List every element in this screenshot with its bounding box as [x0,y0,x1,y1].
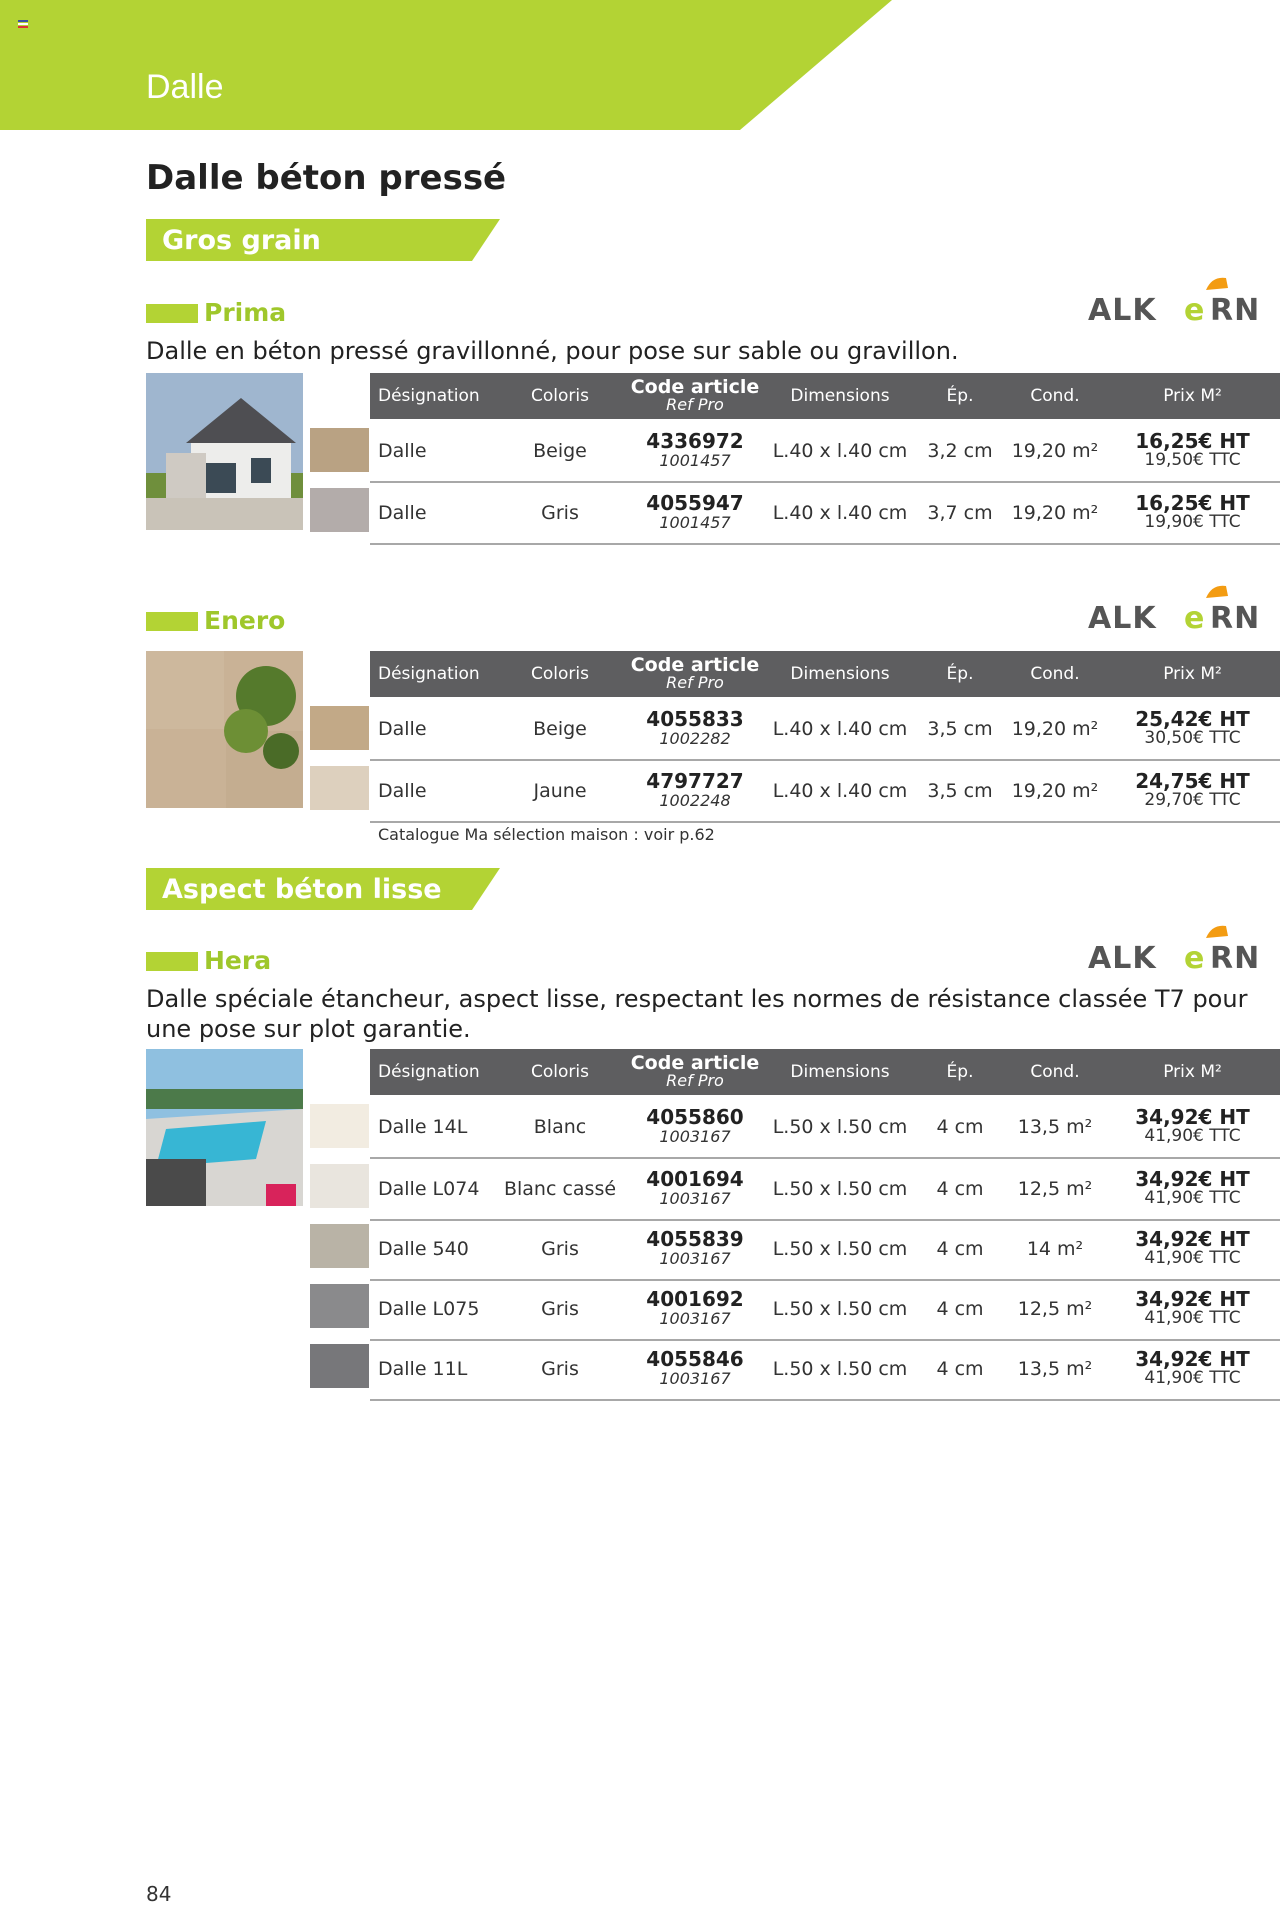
cell-designation: Dalle L075 [378,1298,480,1320]
col-dimensions: Dimensions [790,664,890,684]
product-description: Dalle spéciale étancheur, aspect lisse, respectant les normes de résistance classée T7 pour une pose sur plot garantie. [146,985,1248,1043]
cell-code [625,1159,765,1219]
cell-designation: Dalle 540 [378,1238,469,1260]
code-article: 4797727 [646,769,744,793]
cell-cond: 19,20 m² [1011,780,1099,802]
swatch-prima-beige [310,428,369,472]
cell-ep: 4 cm [936,1178,984,1200]
cell-dimensions: L.50 x l.50 cm [772,1178,908,1200]
swatch-fill [310,428,369,472]
banner-shape [0,0,1280,130]
cell-code [625,483,765,543]
product-photo-paving [146,651,303,808]
cell-ep: 3,5 cm [927,718,993,740]
product-photo-pool [146,1049,303,1206]
cell-prix [1105,1219,1280,1279]
ref-pro: 1003167 [659,1189,731,1208]
table-row [370,1159,1280,1221]
cell-dimensions: L.40 x l.40 cm [772,718,908,740]
code-article: 4055833 [646,707,744,731]
cell-prix [1105,1159,1280,1219]
cell-prix [1105,1339,1280,1399]
swatch-hera-gris-l075 [310,1284,369,1328]
cell-code [625,1279,765,1339]
cell-code [625,699,765,759]
code-article: 4001694 [646,1167,744,1191]
product-description: Dalle en béton pressé gravillonné, pour pose sur sable ou gravillon. [146,337,959,365]
price-ttc: 19,90€ TTC [1144,512,1241,532]
product-table-hera [370,1049,1280,1409]
cell-coloris: Blanc [533,1116,587,1138]
swatch-hera-blanc [310,1104,369,1148]
cell-designation: Dalle [378,718,427,740]
table-row [370,1279,1280,1341]
col-code [625,373,765,419]
product-photo-house [146,373,303,530]
swatch-enero-jaune [310,766,369,810]
col-ref-label: Ref Pro [666,395,724,414]
price-ht: 16,25€ HT [1135,491,1250,515]
product-table-enero [370,651,1280,821]
cell-ep: 3,5 cm [927,780,993,802]
cell-prix [1105,1279,1280,1339]
cell-cond: 12,5 m² [1017,1178,1093,1200]
ref-pro: 1003167 [659,1369,731,1388]
col-code [625,651,765,697]
swatch-fill [310,766,369,810]
col-coloris: Coloris [531,386,589,406]
col-ref-label: Ref Pro [666,1071,724,1090]
header-banner [0,0,1280,130]
cell-cond: 19,20 m² [1011,440,1099,462]
col-code-label: Code article [630,1052,760,1074]
heading-marker [146,304,198,323]
banner-title: Dalle [146,68,224,106]
cell-dimensions: L.50 x l.50 cm [772,1116,908,1138]
col-ep: Ép. [946,386,974,406]
svg-text:e: e [1184,601,1205,634]
price-ttc: 41,90€ TTC [1144,1126,1241,1146]
table-row [370,421,1280,483]
code-article: 4055860 [646,1105,744,1129]
col-cond: Cond. [1030,386,1080,406]
heading-marker [146,952,198,971]
svg-text:ALK: ALK [1088,293,1157,326]
cell-cond: 14 m² [1026,1238,1084,1260]
cell-ep: 3,7 cm [927,502,993,524]
product-name: Hera [204,946,272,975]
section-band-gros-grain [146,219,500,261]
page-title: Dalle béton pressé [146,158,507,198]
cell-designation: Dalle [378,502,427,524]
page-number: 84 [146,1882,172,1906]
col-designation: Désignation [378,664,480,684]
svg-text:ALK: ALK [1088,601,1157,634]
table-row [370,1219,1280,1281]
table-row [370,761,1280,823]
swatch-fill [310,488,369,532]
cell-code [625,1219,765,1279]
price-ht: 34,92€ HT [1135,1347,1250,1371]
price-ht: 16,25€ HT [1135,429,1250,453]
cell-prix [1105,483,1280,543]
col-code [625,1049,765,1095]
cell-cond: 13,5 m² [1017,1358,1093,1380]
cell-cond: 12,5 m² [1017,1298,1093,1320]
table-row [370,699,1280,761]
swatch-hera-gris-540 [310,1224,369,1268]
cell-ep: 4 cm [936,1238,984,1260]
ref-pro: 1003167 [659,1309,731,1328]
product-name: Prima [204,298,287,327]
product-name: Enero [204,606,286,635]
ref-pro: 1003167 [659,1127,731,1146]
swatch-enero-beige [310,706,369,750]
cell-designation: Dalle 14L [378,1116,468,1138]
section-title: Gros grain [162,225,321,256]
cell-ep: 4 cm [936,1116,984,1138]
cell-prix [1105,761,1280,821]
cell-coloris: Gris [541,1358,579,1380]
swatch-fill [310,1284,369,1328]
cell-code [625,421,765,481]
cell-coloris: Gris [541,1238,579,1260]
section-title: Aspect béton lisse [162,874,442,905]
cell-prix [1105,1097,1280,1157]
col-cond: Cond. [1030,1062,1080,1082]
alkern-logo [1088,582,1280,634]
col-dimensions: Dimensions [790,1062,890,1082]
cell-designation: Dalle [378,780,427,802]
col-prix: Prix M² [1163,1062,1222,1082]
code-article: 4001692 [646,1287,744,1311]
cell-dimensions: L.40 x l.40 cm [772,780,908,802]
col-code-label: Code article [630,376,760,398]
price-ht: 34,92€ HT [1135,1227,1250,1251]
col-ref-label: Ref Pro [666,673,724,692]
svg-text:e: e [1184,941,1205,974]
svg-text:RN: RN [1210,601,1261,634]
cell-ep: 4 cm [936,1358,984,1380]
price-ht: 34,92€ HT [1135,1287,1250,1311]
price-ttc: 30,50€ TTC [1144,728,1241,748]
col-ep: Ép. [946,664,974,684]
col-coloris: Coloris [531,1062,589,1082]
ref-pro: 1002248 [659,791,731,810]
cell-code [625,761,765,821]
cell-coloris: Beige [533,718,587,740]
cell-ep: 4 cm [936,1298,984,1320]
cell-coloris: Beige [533,440,587,462]
ref-pro: 1002282 [659,729,731,748]
cell-prix [1105,699,1280,759]
svg-text:ALK: ALK [1088,941,1157,974]
price-ttc: 41,90€ TTC [1144,1248,1241,1268]
code-article: 4055947 [646,491,744,515]
cell-dimensions: L.50 x l.50 cm [772,1298,908,1320]
table-header [370,373,1280,419]
heading-marker [146,612,198,631]
swatch-prima-gris [310,488,369,532]
cell-cond: 13,5 m² [1017,1116,1093,1138]
cell-code [625,1097,765,1157]
cell-coloris: Gris [541,1298,579,1320]
price-ht: 34,92€ HT [1135,1167,1250,1191]
price-ht: 25,42€ HT [1135,707,1250,731]
code-article: 4055846 [646,1347,744,1371]
table-header [370,1049,1280,1095]
table-header [370,651,1280,697]
swatch-fill [310,1104,369,1148]
price-ttc: 41,90€ TTC [1144,1368,1241,1388]
table-row [370,1339,1280,1401]
col-prix: Prix M² [1163,664,1222,684]
price-ttc: 41,90€ TTC [1144,1308,1241,1328]
cell-prix [1105,421,1280,481]
price-ttc: 19,50€ TTC [1144,450,1241,470]
svg-text:RN: RN [1210,293,1261,326]
ref-pro: 1001457 [659,513,731,532]
price-ttc: 29,70€ TTC [1144,790,1241,810]
col-ep: Ép. [946,1062,974,1082]
price-ttc: 41,90€ TTC [1144,1188,1241,1208]
col-coloris: Coloris [531,664,589,684]
swatch-fill [310,1344,369,1388]
cell-designation: Dalle [378,440,427,462]
col-prix: Prix M² [1163,386,1222,406]
swatch-fill [310,706,369,750]
swatch-hera-blanc-casse [310,1164,369,1208]
swatch-fill [310,1224,369,1268]
col-cond: Cond. [1030,664,1080,684]
cell-coloris: Jaune [533,780,587,802]
ref-pro: 1003167 [659,1249,731,1268]
cell-cond: 19,20 m² [1011,502,1099,524]
table-row [370,1097,1280,1159]
cell-designation: Dalle 11L [378,1358,468,1380]
catalogue-note: Catalogue Ma sélection maison : voir p.62 [378,825,715,844]
col-dimensions: Dimensions [790,386,890,406]
alkern-logo [1088,274,1280,326]
cell-dimensions: L.50 x l.50 cm [772,1238,908,1260]
cell-coloris: Gris [541,502,579,524]
swatch-fill [310,1164,369,1208]
svg-text:e: e [1184,293,1205,326]
product-table-prima [370,373,1280,543]
swatch-hera-gris-11l [310,1344,369,1388]
cell-code [625,1339,765,1399]
code-article: 4336972 [646,429,744,453]
cell-cond: 19,20 m² [1011,718,1099,740]
col-code-label: Code article [630,654,760,676]
section-band-aspect-lisse [146,868,500,910]
cell-ep: 3,2 cm [927,440,993,462]
ref-pro: 1001457 [659,451,731,470]
code-article: 4055839 [646,1227,744,1251]
svg-text:RN: RN [1210,941,1261,974]
cell-dimensions: L.40 x l.40 cm [772,440,908,462]
price-ht: 34,92€ HT [1135,1105,1250,1129]
price-ht: 24,75€ HT [1135,769,1250,793]
flag-icon [18,20,28,28]
cell-coloris: Blanc cassé [503,1178,617,1200]
cell-dimensions: L.40 x l.40 cm [772,502,908,524]
alkern-logo [1088,922,1280,974]
cell-designation: Dalle L074 [378,1178,480,1200]
col-designation: Désignation [378,386,480,406]
cell-dimensions: L.50 x l.50 cm [772,1358,908,1380]
table-row [370,483,1280,545]
col-designation: Désignation [378,1062,480,1082]
